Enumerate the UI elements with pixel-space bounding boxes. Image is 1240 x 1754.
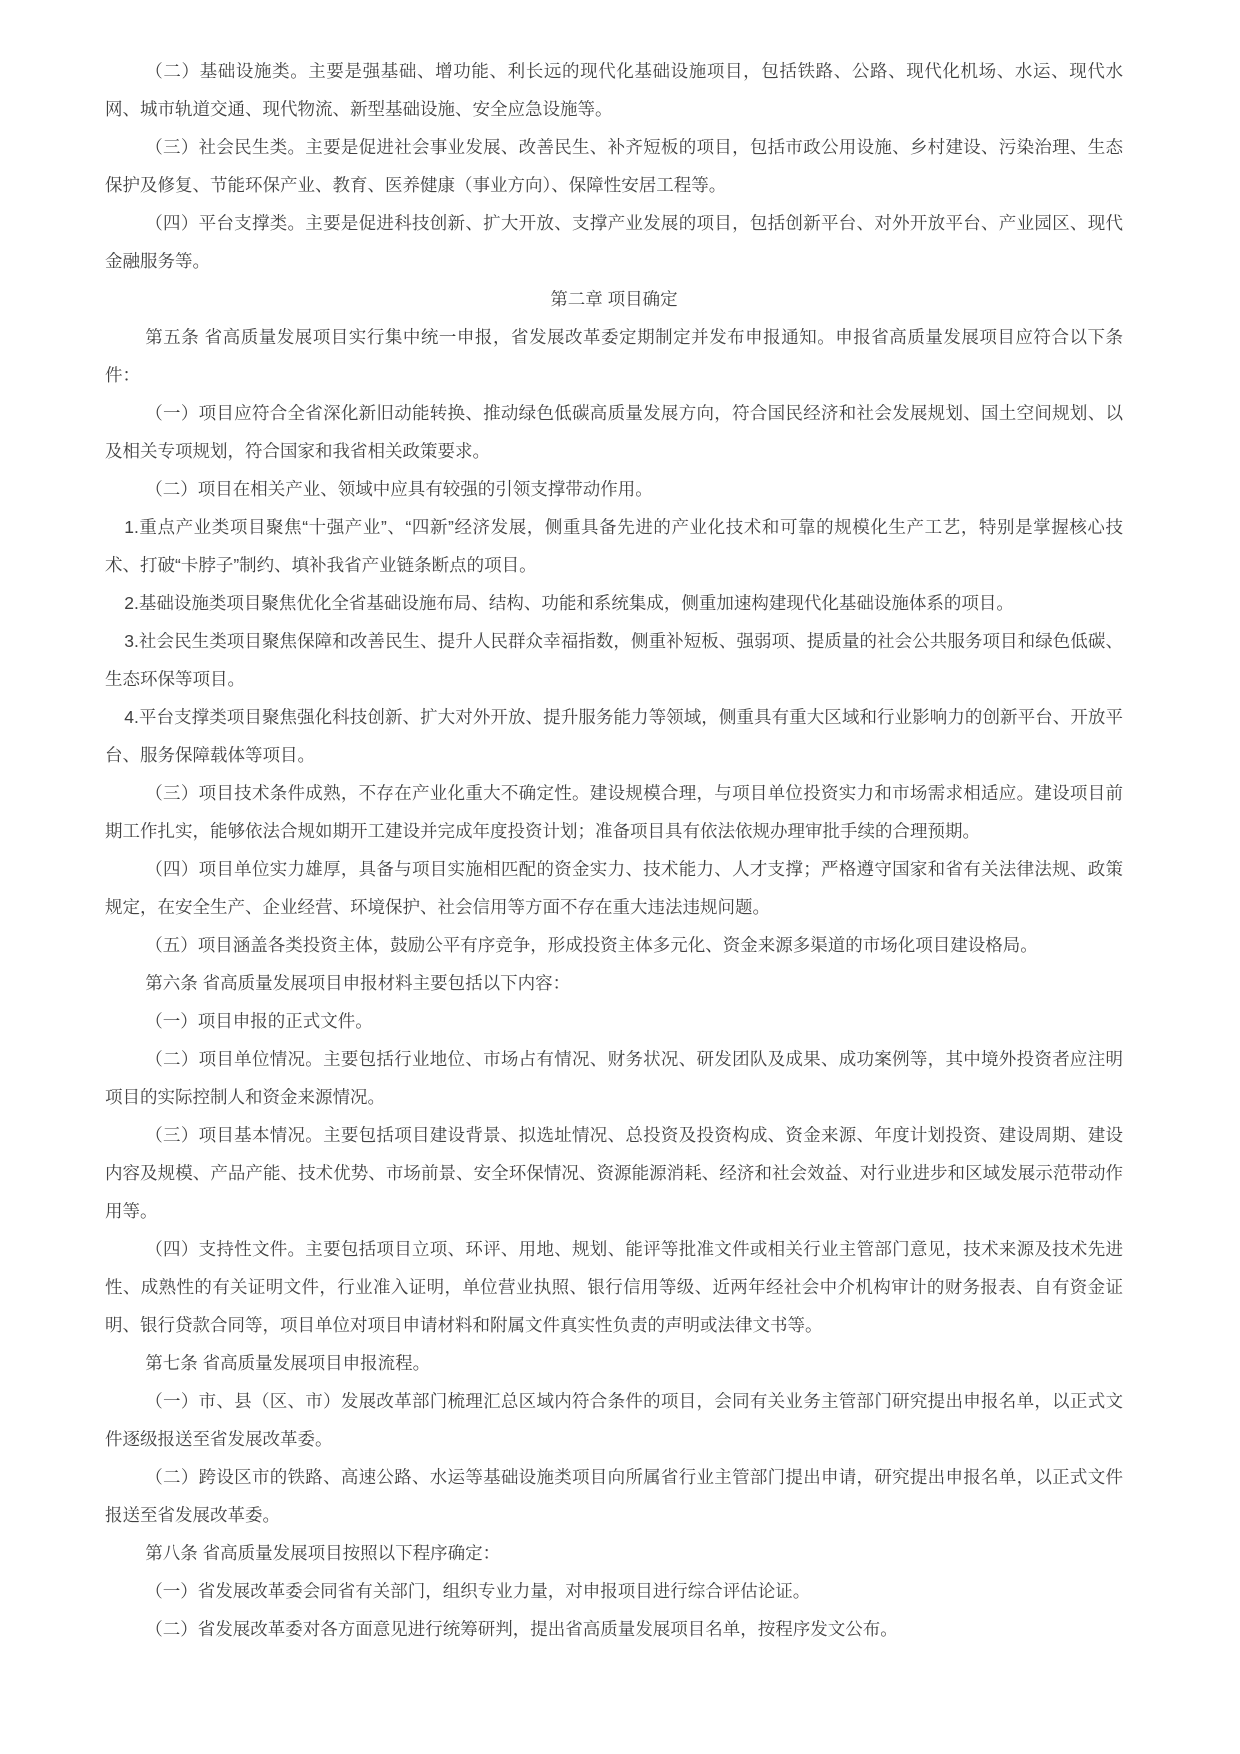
document-paragraph: （一）项目申报的正式文件。 xyxy=(145,1011,373,1031)
document-paragraph: （一）项目应符合全省深化新旧动能转换、推动绿色低碳高质量发展方向，符合国民经济和社会发展规划、国土空间规划、以及相关专项规划，符合国家和我省相关政策要求。 xyxy=(105,403,1123,461)
document-paragraph: （二）基础设施类。主要是强基础、增功能、利长远的现代化基础设施项目，包括铁路、公路、现代化机场、水运、现代水网、城市轨道交通、现代物流、新型基础设施、安全应急设施等。 xyxy=(105,61,1123,119)
document-paragraph: （五）项目涵盖各类投资主体，鼓励公平有序竞争，形成投资主体多元化、资金来源多渠道的市场化项目建设格局。 xyxy=(145,935,1038,955)
document-paragraph: 4.平台支撑类项目聚焦强化科技创新、扩大对外开放、提升服务能力等领域，侧重具有重大区域和行业影响力的创新平台、开放平台、服务保障载体等项目。 xyxy=(105,707,1123,765)
document-paragraph: 2.基础设施类项目聚焦优化全省基础设施布局、结构、功能和系统集成，侧重加速构建现代化基础设施体系的项目。 xyxy=(124,593,1014,613)
document-paragraph: （四）项目单位实力雄厚，具备与项目实施相匹配的资金实力、技术能力、人才支撑；严格遵守国家和省有关法律法规、政策规定，在安全生产、企业经营、环境保护、社会信用等方面不存在重大违法违规问题。 xyxy=(105,859,1123,917)
chapter-heading: 第二章 项目确定 xyxy=(550,289,678,309)
document-paragraph: （二）项目在相关产业、领域中应具有较强的引领支撑带动作用。 xyxy=(145,479,653,499)
document-paragraph: （三）社会民生类。主要是促进社会事业发展、改善民生、补齐短板的项目，包括市政公用设施、乡村建设、污染治理、生态保护及修复、节能环保产业、教育、医养健康（事业方向）、保障性安居工程等。 xyxy=(105,137,1123,195)
document-paragraph: 第七条 省高质量发展项目申报流程。 xyxy=(145,1353,431,1373)
document-paragraph: （二）省发展改革委对各方面意见进行统筹研判，提出省高质量发展项目名单，按程序发文公布。 xyxy=(145,1619,898,1639)
document-paragraph: 1.重点产业类项目聚焦“十强产业”、“四新”经济发展，侧重具备先进的产业化技术和可靠的规模化生产工艺，特别是掌握核心技术、打破“卡脖子”制约、填补我省产业链条断点的项目。 xyxy=(105,517,1123,575)
document-paragraph: （四）支持性文件。主要包括项目立项、环评、用地、规划、能评等批准文件或相关行业主管部门意见，技术来源及技术先进性、成熟性的有关证明文件，行业准入证明，单位营业执照、银行信用等级、近两年经社会中介机构审计的财务报表、自有资金证明、银行贷款合同等，项目单位对项目申请材料和附属文件真实性负责的声明或法律文书等。 xyxy=(105,1239,1123,1335)
document-paragraph: （四）平台支撑类。主要是促进科技创新、扩大开放、支撑产业发展的项目，包括创新平台、对外开放平台、产业园区、现代金融服务等。 xyxy=(105,213,1123,271)
document-paragraph: （一）省发展改革委会同省有关部门，组织专业力量，对申报项目进行综合评估论证。 xyxy=(145,1581,811,1601)
document-paragraph: （二）项目单位情况。主要包括行业地位、市场占有情况、财务状况、研发团队及成果、成功案例等，其中境外投资者应注明项目的实际控制人和资金来源情况。 xyxy=(105,1049,1123,1107)
document-paragraph: 第五条 省高质量发展项目实行集中统一申报，省发展改革委定期制定并发布申报通知。申报省高质量发展项目应符合以下条件： xyxy=(105,327,1123,385)
document-paragraph: （三）项目基本情况。主要包括项目建设背景、拟选址情况、总投资及投资构成、资金来源、年度计划投资、建设周期、建设内容及规模、产品产能、技术优势、市场前景、安全环保情况、资源能源消耗、经济和社会效益、对行业进步和区域发展示范带动作用等。 xyxy=(105,1125,1123,1221)
document-paragraph: （一）市、县（区、市）发展改革部门梳理汇总区域内符合条件的项目，会同有关业务主管部门研究提出申报名单，以正式文件逐级报送至省发展改革委。 xyxy=(105,1391,1123,1449)
document-paragraph: 3.社会民生类项目聚焦保障和改善民生、提升人民群众幸福指数，侧重补短板、强弱项、提质量的社会公共服务项目和绿色低碳、生态环保等项目。 xyxy=(105,631,1123,689)
document-paragraph: 第六条 省高质量发展项目申报材料主要包括以下内容： xyxy=(145,973,571,993)
document-paragraph: 第八条 省高质量发展项目按照以下程序确定： xyxy=(145,1543,501,1563)
document-paragraph: （三）项目技术条件成熟，不存在产业化重大不确定性。建设规模合理，与项目单位投资实力和市场需求相适应。建设项目前期工作扎实，能够依法合规如期开工建设并完成年度投资计划；准备项目具有依法依规办理审批手续的合理预期。 xyxy=(105,783,1123,841)
document-paragraph: （二）跨设区市的铁路、高速公路、水运等基础设施类项目向所属省行业主管部门提出申请，研究提出申报名单，以正式文件报送至省发展改革委。 xyxy=(105,1467,1123,1525)
